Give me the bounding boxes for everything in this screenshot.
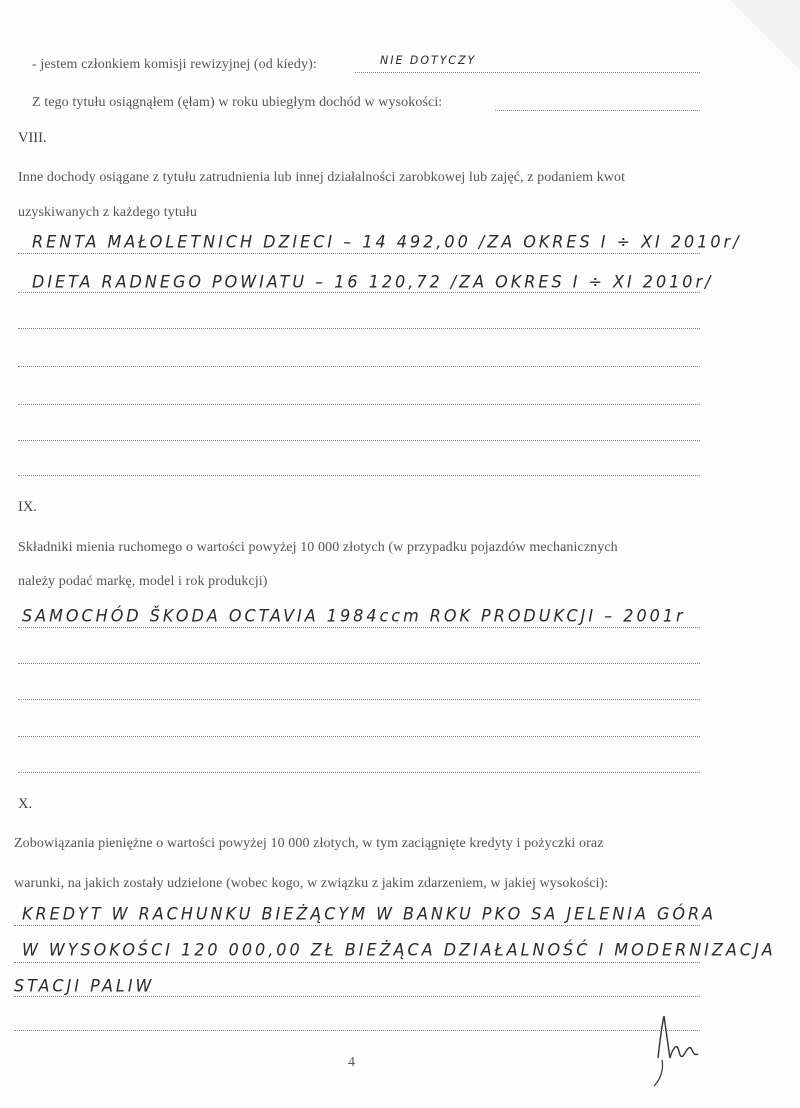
section-x-description-2: warunki, na jakich zostały udzielone (wobec kogo, w związku z jakim zdarzeniem, w jakiej wysokości):	[14, 876, 609, 891]
section-viii-line-4	[18, 366, 700, 367]
section-viii-line-3	[18, 328, 700, 329]
section-x-entry-1: KREDYT W RACHUNKU BIEŻĄCYM W BANKU PKO SA JELENIA GÓRA	[22, 903, 717, 924]
section-viii-description-2: uzyskiwanych z każdego tytułu	[18, 205, 198, 220]
section-ix-line-2	[18, 663, 700, 664]
section-viii-line-7	[18, 475, 700, 476]
section-x-line-1	[14, 925, 700, 926]
section-x-entry-3: STACJI PALIW	[14, 975, 155, 996]
section-viii-heading: VIII.	[18, 130, 47, 146]
section-ix-heading: IX.	[18, 499, 37, 515]
section-viii-line-5	[18, 404, 700, 405]
signature-icon	[650, 1010, 710, 1090]
section-x-heading: X.	[18, 796, 33, 812]
section-viii-line-6	[18, 440, 700, 441]
section-x-description-1: Zobowiązania pieniężne o wartości powyżej 10 000 złotych, w tym zaciągnięte kredyty i pożyczki oraz	[14, 836, 604, 851]
section-ix-line-3	[18, 699, 700, 700]
section-ix-entry-1: SAMOCHÓD ŠKODA OCTAVIA 1984ccm ROK PRODUKCJI – 2001r	[22, 605, 686, 626]
section-viii-description-1: Inne dochody osiągane z tytułu zatrudnienia lub innej działalności zarobkowej lub zajęć, z podaniem kwot	[18, 170, 626, 185]
section-x-line-3	[14, 996, 700, 997]
section-viii-entry-2: DIETA RADNEGO POWIATU – 16 120,72 /ZA OKRES I ÷ XI 2010r/	[32, 271, 714, 292]
section-ix-line-1	[18, 627, 700, 628]
section-x-entry-2: W WYSOKOŚCI 120 000,00 ZŁ BIEŻĄCA DZIAŁALNOŚĆ I MODERNIZACJA	[22, 939, 776, 960]
section-ix-line-5	[18, 772, 700, 773]
income-dotline	[495, 110, 700, 111]
section-ix-line-4	[18, 736, 700, 737]
section-viii-line-2	[18, 292, 700, 293]
section-viii-line-1	[18, 253, 700, 254]
audit-committee-label: - jestem członkiem komisji rewizyjnej (od kiedy):	[32, 57, 317, 72]
audit-committee-dotline	[355, 72, 700, 73]
section-x-line-2	[14, 962, 700, 963]
income-label: Z tego tytułu osiągnąłem (ęłam) w roku ubiegłym dochód w wysokości:	[32, 95, 443, 110]
section-x-line-4	[14, 1030, 700, 1031]
section-ix-description-2: należy podać markę, model i rok produkcji)	[18, 574, 268, 589]
page-number: 4	[348, 1055, 355, 1070]
folded-corner	[730, 0, 800, 70]
section-ix-description-1: Składniki mienia ruchomego o wartości powyżej 10 000 złotych (w przypadku pojazdów mechanicznych	[18, 540, 618, 555]
section-viii-entry-1: RENTA MAŁOLETNICH DZIECI – 14 492,00 /ZA OKRES I ÷ XI 2010r/	[32, 231, 742, 252]
audit-committee-handwritten: NIE DOTYCZY	[380, 53, 477, 68]
